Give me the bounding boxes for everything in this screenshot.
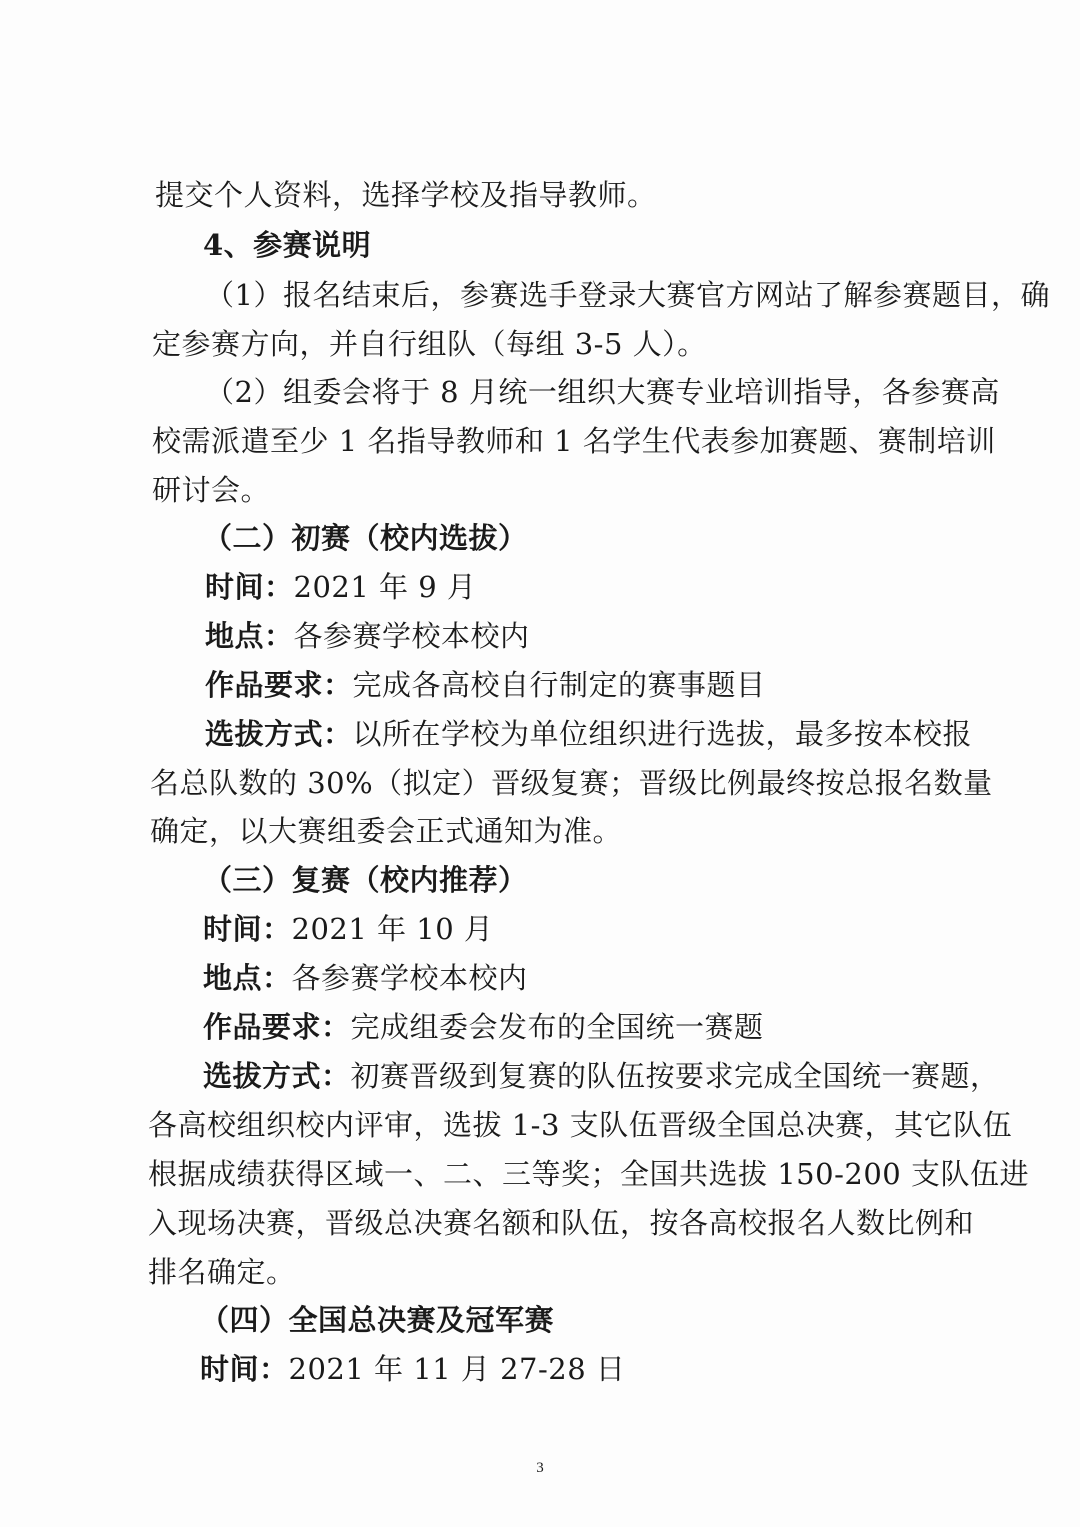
field-label: 作品要求：: [205, 668, 353, 702]
field-value: 2021 年 9 月: [293, 570, 477, 604]
line-text: 名总队数的 30%（拟定）晋级复赛；晋级比例最终按总报名数量: [150, 766, 993, 800]
body-text-line: [148, 1105, 1012, 1145]
field-label: 时间：: [200, 1352, 289, 1386]
field-value: 2021 年 10 月: [291, 912, 494, 946]
page-number: 3: [536, 1460, 544, 1476]
field-value: 初赛晋级到复赛的队伍按要求完成全国统一赛题，: [350, 1059, 1000, 1093]
line-text: 定参赛方向，并自行组队（每组 3-5 人）。: [152, 327, 707, 361]
heading-text: （三）复赛（校内推荐）: [203, 863, 528, 897]
line-text: 根据成绩获得区域一、二、三等奖；全国共选拔 150-200 支队伍进: [148, 1157, 1029, 1191]
body-text-line: [155, 175, 657, 215]
field-label: 地点：: [203, 961, 292, 995]
body-text-line: [152, 324, 707, 364]
labeled-line: [203, 958, 528, 998]
labeled-line: [200, 1349, 625, 1389]
section-heading: [200, 1300, 554, 1340]
body-text-line: [205, 372, 1000, 412]
line-text: 提交个人资料，选择学校及指导教师。: [155, 178, 657, 212]
field-label: 地点：: [205, 619, 294, 653]
body-text-line: [150, 763, 993, 803]
body-text-line: [205, 275, 1050, 315]
line-text: 校需派遣至少 1 名指导教师和 1 名学生代表参加赛题、赛制培训: [152, 424, 996, 458]
labeled-line: [205, 616, 530, 656]
line-text: 各高校组织校内评审，选拔 1-3 支队伍晋级全国总决赛，其它队伍: [148, 1108, 1013, 1142]
body-text-line: [148, 1154, 1029, 1194]
body-text-line: [150, 811, 622, 851]
labeled-line: [205, 567, 476, 607]
field-value: 完成各高校自行制定的赛事题目: [352, 668, 766, 702]
field-value: 以所在学校为单位组织进行选拔，最多按本校报: [352, 717, 973, 751]
field-label: 时间：: [203, 912, 292, 946]
field-label: 选拔方式：: [203, 1059, 351, 1093]
section-heading: [203, 225, 371, 265]
section-heading: [203, 860, 528, 900]
body-text-line: [152, 470, 270, 510]
line-text: 入现场决赛，晋级总决赛名额和队伍，按各高校报名人数比例和: [148, 1206, 975, 1240]
section-heading: [203, 518, 528, 558]
heading-text: （四）全国总决赛及冠军赛: [200, 1303, 555, 1337]
body-text-line: [152, 421, 996, 461]
line-text: 确定，以大赛组委会正式通知为准。: [150, 814, 623, 848]
field-label: 作品要求：: [203, 1010, 351, 1044]
labeled-line: [205, 665, 766, 705]
body-text-line: [148, 1252, 296, 1292]
heading-text: （二）初赛（校内选拔）: [203, 521, 528, 555]
labeled-line: [203, 1056, 1000, 1096]
labeled-line: [203, 1007, 764, 1047]
field-label: 时间：: [205, 570, 294, 604]
field-value: 2021 年 11 月 27-28 日: [288, 1352, 626, 1386]
labeled-line: [205, 714, 972, 754]
labeled-line: [203, 909, 493, 949]
field-value: 各参赛学校本校内: [293, 619, 530, 653]
body-text-line: [148, 1203, 974, 1243]
line-text: （2）组委会将于 8 月统一组织大赛专业培训指导，各参赛高: [205, 375, 1000, 409]
line-text: （1）报名结束后，参赛选手登录大赛官方网站了解参赛题目，确: [205, 278, 1050, 312]
line-text: 排名确定。: [148, 1255, 296, 1289]
line-text: 研讨会。: [152, 473, 271, 507]
heading-text: 4、参赛说明: [203, 228, 372, 262]
field-value: 完成组委会发布的全国统一赛题: [350, 1010, 764, 1044]
field-value: 各参赛学校本校内: [291, 961, 528, 995]
field-label: 选拔方式：: [205, 717, 353, 751]
